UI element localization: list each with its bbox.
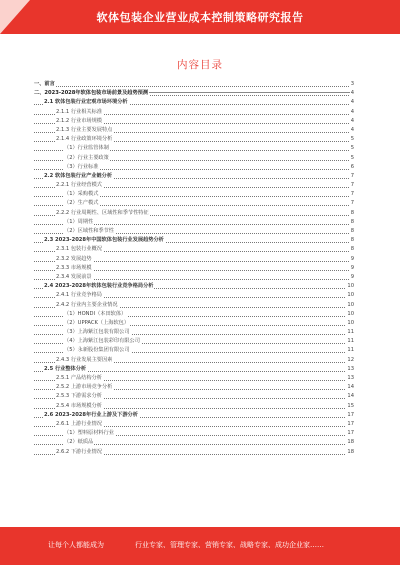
toc-page-number: 9 [350, 264, 354, 273]
toc-entry[interactable] [34, 282, 354, 291]
toc-entry[interactable] [34, 181, 354, 190]
toc-entry-text: 2.5.4 市场规模分析 [56, 402, 103, 411]
toc-entry-text: 2.1.3 行业主要发展特点 [56, 126, 113, 135]
toc-entry[interactable] [34, 80, 354, 89]
toc-page-number: 4 [350, 89, 354, 98]
toc-entry[interactable] [34, 374, 354, 383]
toc-entry-text: 2.2 软体包装行业产业链分析 [44, 172, 113, 181]
toc-entry-text: 2.5 行业整体分析 [44, 365, 87, 374]
toc-page-number: 6 [350, 163, 354, 172]
toc-entry[interactable] [34, 337, 354, 346]
toc-page-number: 7 [350, 190, 354, 199]
toc-page-number: 9 [350, 255, 354, 264]
toc-entry[interactable] [34, 255, 354, 264]
toc-entry-text: （3）上海紫江包装有限公司 [64, 328, 131, 337]
toc-entry-text: （2）行业主要政策 [64, 154, 110, 163]
toc-entry-text: （1）周期性 [64, 218, 94, 227]
toc-entry-text: （4）上海紫江包装彩印有限公司 [64, 337, 141, 346]
toc-page-number: 4 [350, 126, 354, 135]
toc-page-number: 7 [350, 172, 354, 181]
toc-entry-text: （1）行业监管体制 [64, 144, 110, 153]
toc-entry[interactable] [34, 411, 354, 420]
toc-entry[interactable] [34, 190, 354, 199]
toc-entry-text: （2）纸质品 [64, 438, 94, 447]
toc-entry[interactable] [34, 199, 354, 208]
toc-page-number: 14 [346, 392, 354, 401]
toc-entry[interactable] [34, 429, 354, 438]
toc-entry-text: 二、2023-2028年软体包装市场前景及趋势预测 [34, 89, 149, 98]
toc-page-number: 15 [346, 402, 354, 411]
toc-entry-text: （2）UPPACK（上海软包） [64, 319, 130, 328]
toc-entry-text: 2.4.3 行业发展主要因素 [56, 356, 113, 365]
footer-slogan-right: 行业专家、管理专家、营销专家、战略专家、成功企业家…… [135, 541, 324, 549]
toc-entry-text: （2）区域性和季节性 [64, 227, 115, 236]
toc-page-number: 17 [346, 420, 354, 429]
toc-entry[interactable] [34, 264, 354, 273]
toc-entry[interactable] [34, 291, 354, 300]
toc-entry[interactable] [34, 319, 354, 328]
footer-slogan-left: 让每个人都能成为 [48, 541, 104, 549]
toc-entry-text: 2.4 2023-2028年软体包装行业竞争格局分析 [44, 282, 154, 291]
toc-entry[interactable] [34, 163, 354, 172]
toc-page-number: 4 [350, 108, 354, 117]
toc-entry-text: 2.5.3 下游需求分析 [56, 392, 103, 401]
toc-entry[interactable] [34, 301, 354, 310]
toc-page-number: 4 [350, 117, 354, 126]
toc-entry[interactable] [34, 135, 354, 144]
table-of-contents [34, 80, 354, 457]
toc-entry[interactable] [34, 209, 354, 218]
toc-page-number: 8 [350, 236, 354, 245]
toc-entry[interactable] [34, 126, 354, 135]
toc-entry[interactable] [34, 218, 354, 227]
toc-page-number: 14 [346, 383, 354, 392]
toc-page-number: 4 [350, 98, 354, 107]
toc-entry[interactable] [34, 172, 354, 181]
toc-entry-text: （2）生产模式 [64, 199, 99, 208]
toc-page-number: 10 [346, 310, 354, 319]
toc-entry-text: （5）永新股份集团有限公司 [64, 346, 131, 355]
toc-page-number: 11 [346, 346, 354, 355]
toc-page-number: 9 [350, 273, 354, 282]
toc-page-number: 7 [350, 199, 354, 208]
toc-entry-text: （3）行业标准 [64, 163, 99, 172]
toc-entry-text: 2.1.4 行业政策环境分析 [56, 135, 113, 144]
toc-entry[interactable] [34, 108, 354, 117]
toc-entry[interactable] [34, 310, 354, 319]
toc-heading: 内容目录 [177, 59, 223, 71]
toc-page-number: 13 [346, 365, 354, 374]
toc-entry[interactable] [34, 346, 354, 355]
toc-page-number: 8 [350, 218, 354, 227]
toc-entry[interactable] [34, 273, 354, 282]
toc-entry-text: 2.1.1 行业相关标准 [56, 108, 103, 117]
toc-entry[interactable] [34, 117, 354, 126]
toc-entry-text: （1）塑料原材料行业 [64, 429, 115, 438]
toc-entry[interactable] [34, 144, 354, 153]
toc-page-number: 10 [346, 291, 354, 300]
toc-page-number: 8 [350, 245, 354, 254]
toc-page-number: 18 [346, 438, 354, 447]
toc-entry-text: 2.1 软体包装行业宏观市场环境分析 [44, 98, 129, 107]
toc-entry-text: 2.3.3 市场规模 [56, 264, 93, 273]
toc-page-number: 5 [350, 154, 354, 163]
toc-entry-text: 2.6.1 上游行业情况 [56, 420, 103, 429]
toc-entry-text: 2.3.4 发展前景 [56, 273, 93, 282]
toc-entry[interactable] [34, 383, 354, 392]
toc-entry[interactable] [34, 402, 354, 411]
toc-page-number: 3 [350, 80, 354, 89]
toc-page-number: 11 [346, 328, 354, 337]
toc-leader-dots [34, 86, 349, 87]
toc-entry[interactable] [34, 89, 354, 98]
toc-entry[interactable] [34, 392, 354, 401]
toc-entry-text: 2.4.1 行业竞争格局 [56, 291, 103, 300]
toc-entry[interactable] [34, 98, 354, 107]
toc-page-number: 11 [346, 337, 354, 346]
toc-entry-text: 2.6.2 下游行业情况 [56, 448, 103, 457]
toc-entry-text: 2.5.2 上游市场竞争分析 [56, 383, 113, 392]
toc-entry-text: 2.3 2023-2028年中国软体包装行业发展趋势分析 [44, 236, 165, 245]
toc-entry-text: 2.3.1 包装行业概况 [56, 245, 103, 254]
toc-entry-text: 2.4.2 行业内主要企业情况 [56, 301, 119, 310]
toc-entry-text: （1）采购模式 [64, 190, 99, 199]
toc-entry-text: 一、前言 [34, 80, 56, 89]
toc-entry-text: 2.1.2 行业市场规模 [56, 117, 103, 126]
toc-page-number: 10 [346, 301, 354, 310]
toc-entry-text: 2.6 2023-2028年行业上游及下游分析 [44, 411, 139, 420]
toc-entry[interactable] [34, 438, 354, 447]
toc-entry[interactable] [34, 365, 354, 374]
toc-entry-text: 2.2.2 行业周期性、区域性和季节性特征 [56, 209, 150, 218]
toc-page-number: 13 [346, 374, 354, 383]
toc-entry-text: （1）HONDI（本田软体） [64, 310, 127, 319]
toc-entry[interactable] [34, 236, 354, 245]
toc-entry-text: 2.5.1 产品结构分析 [56, 374, 103, 383]
toc-entry[interactable] [34, 154, 354, 163]
toc-entry[interactable] [34, 227, 354, 236]
toc-page-number: 10 [346, 282, 354, 291]
toc-page-number: 7 [350, 181, 354, 190]
toc-page-number: 17 [346, 429, 354, 438]
toc-entry-text: 2.2.1 行业经营模式 [56, 181, 103, 190]
toc-page-number: 10 [346, 319, 354, 328]
toc-page-number: 17 [346, 411, 354, 420]
toc-entry[interactable] [34, 448, 354, 457]
toc-entry[interactable] [34, 356, 354, 365]
toc-entry[interactable] [34, 245, 354, 254]
toc-page-number: 5 [350, 135, 354, 144]
footer-bar [0, 527, 400, 565]
toc-page-number: 8 [350, 227, 354, 236]
toc-entry-text: 2.3.2 发展趋势 [56, 255, 93, 264]
toc-page-number: 5 [350, 144, 354, 153]
toc-entry[interactable] [34, 328, 354, 337]
toc-page-number: 12 [346, 356, 354, 365]
document-title: 软体包装企业营业成本控制策略研究报告 [96, 11, 304, 24]
toc-entry[interactable] [34, 420, 354, 429]
toc-page-number: 8 [350, 209, 354, 218]
header-bar [0, 0, 400, 34]
toc-page-number: 18 [346, 448, 354, 457]
